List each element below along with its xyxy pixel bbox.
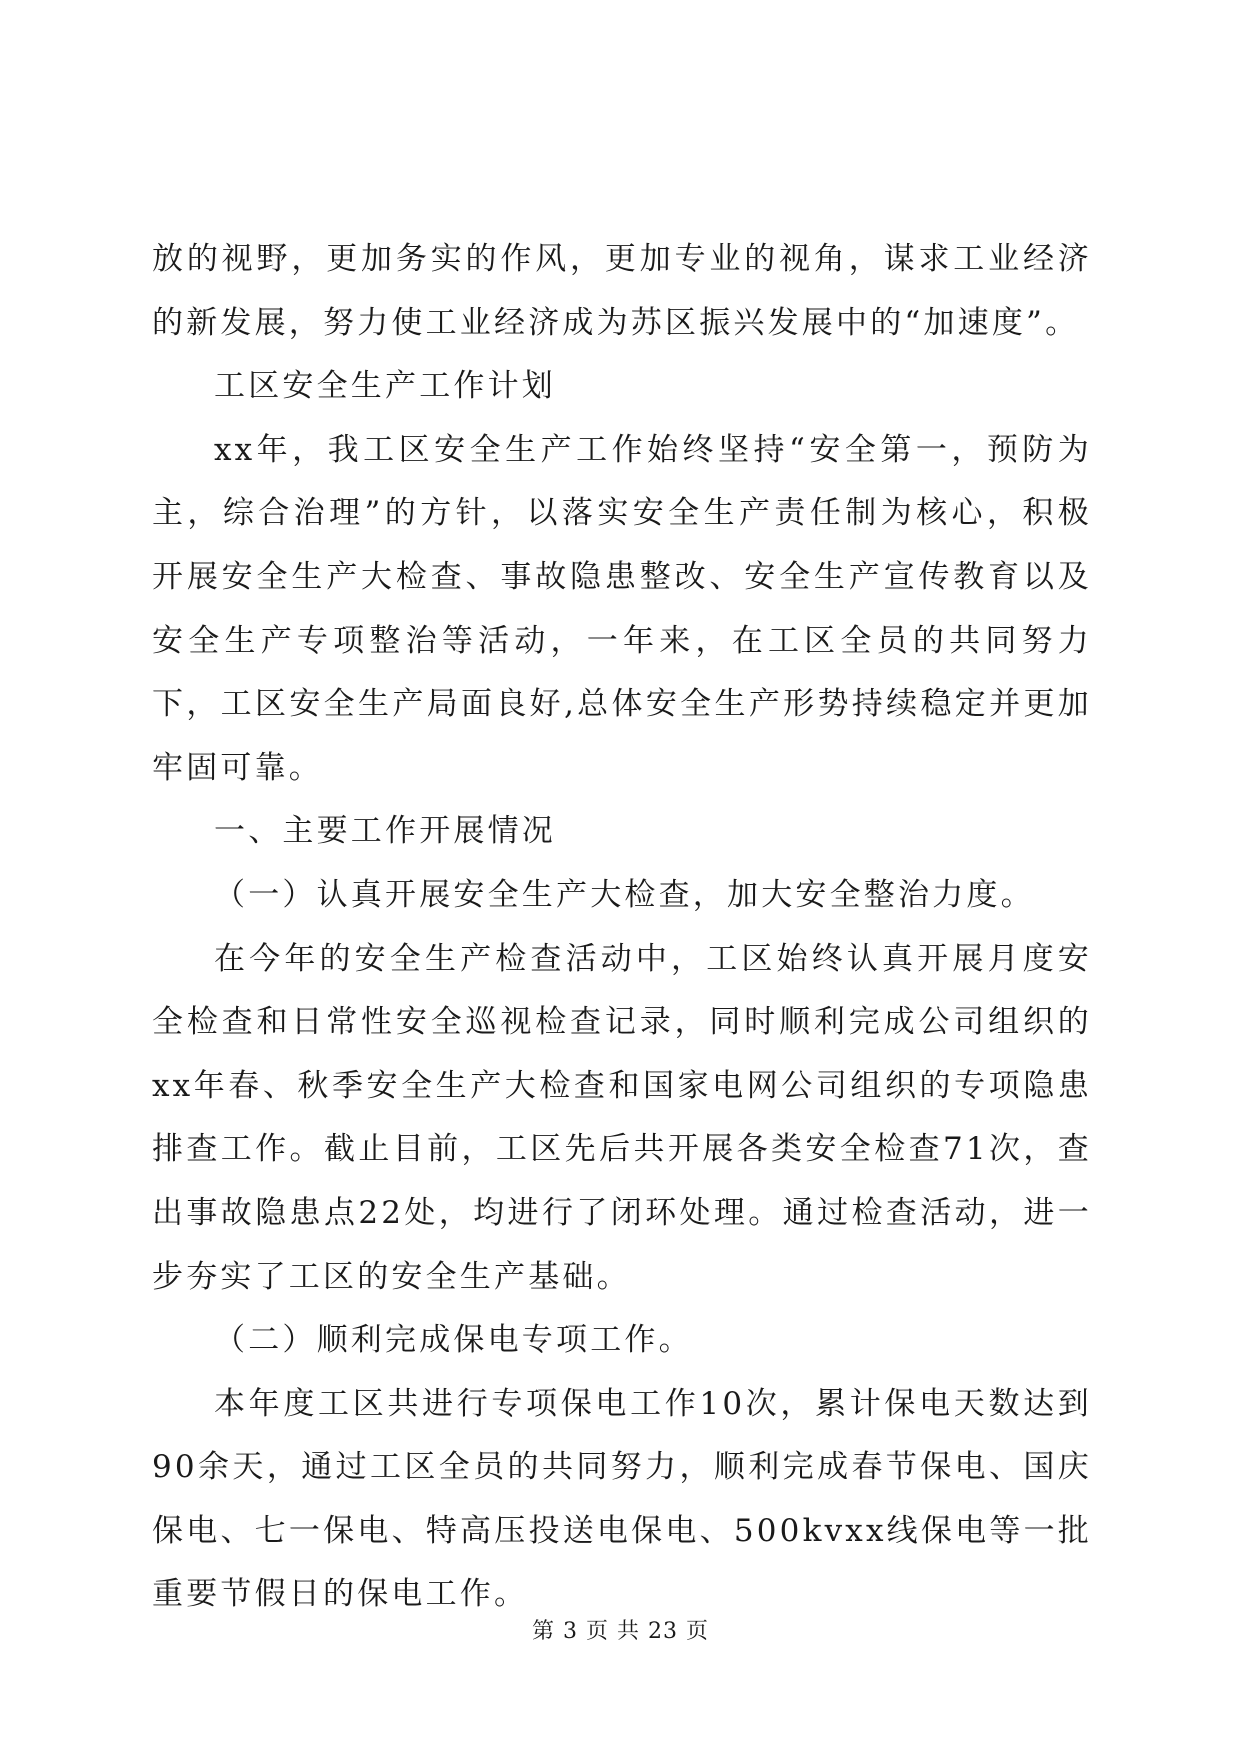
paragraph-intro: xx年，我工区安全生产工作始终坚持“安全第一，预防为主，综合治理”的方针，以落实安全生产责任制为核心，积极开展安全生产大检查、事故隐患整改、安全生产宣传教育以及安全生产专项整治等活动，一年来，在工区全员的共同努力下，工区安全生产局面良好,总体安全生产形势持续稳定并更加牢固可靠。 — [152, 431, 1092, 786]
paragraph-1: 放的视野，更加务实的作风，更加专业的视角，谋求工业经济的新发展，努力使工业经济成为苏区振兴发展中的“加速度”。 — [152, 241, 1092, 341]
paragraph-power-guarantee: 本年度工区共进行专项保电工作10次，累计保电天数达到90余天，通过工区全员的共同努力，顺利完成春节保电、国庆保电、七一保电、特高压投送电保电、500kvxx线保电等一批重要节假日的保电工作。 — [152, 1385, 1092, 1613]
section-title: 工区安全生产工作计划 — [214, 368, 556, 405]
page-footer: 第 3 页 共 23 页 — [532, 1619, 709, 1644]
subheading-2: （二）顺利完成保电专项工作。 — [214, 1322, 693, 1359]
document-body — [152, 228, 1092, 1627]
paragraph-inspection: 在今年的安全生产检查活动中，工区始终认真开展月度安全检查和日常性安全巡视检查记录，同时顺利完成公司组织的xx年春、秋季安全生产大检查和国家电网公司组织的专项隐患排查工作。截止目前，工区先后共开展各类安全检查71次，查出事故隐患点22处，均进行了闭环处理。通过检查活动，进一步夯实了工区的安全生产基础。 — [152, 940, 1092, 1295]
heading-main-work: 一、主要工作开展情况 — [214, 813, 556, 850]
subheading-1: （一）认真开展安全生产大检查，加大安全整治力度。 — [214, 876, 1035, 913]
